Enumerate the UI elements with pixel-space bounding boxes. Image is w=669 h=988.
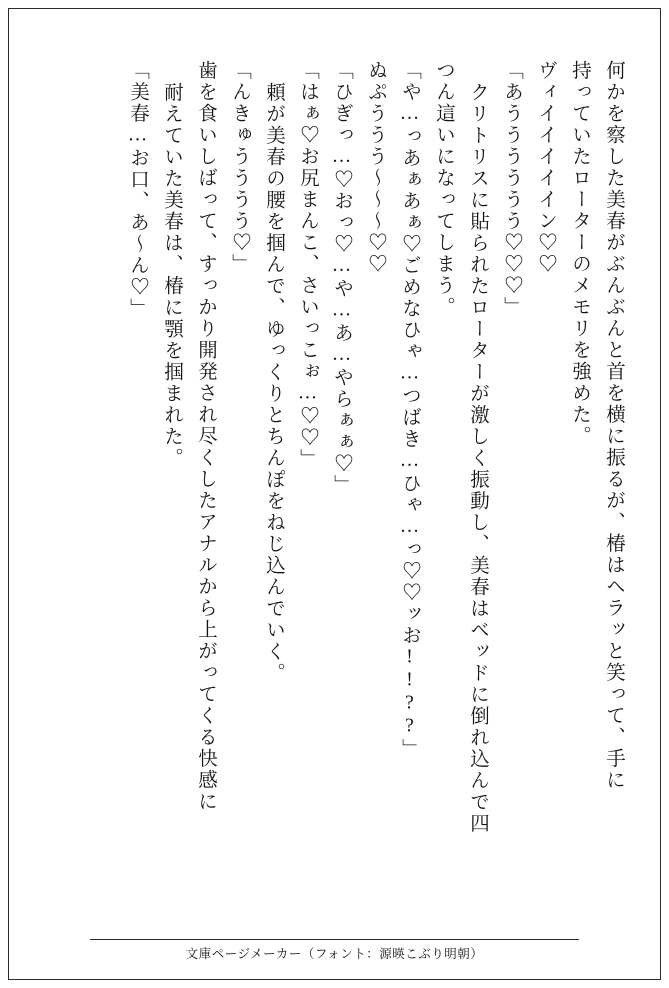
text-line: 「美春…お口、あ〜ん♡」 [127,60,148,320]
text-line: 「はぁ♡お尻まんこ、さいっこぉ…♡♡」 [297,60,318,470]
text-line: 「ひぎっ…♡おっ♡…や…あ…やらぁぁ♡」 [331,60,352,496]
text-line: ぬぷううう〜〜〜♡♡ [365,60,386,275]
text-line: 歯を食いしばって、すっかり開発され尽くしたアナルから上がってくる快感に [195,60,216,813]
text-line: 「や…っあぁあぁ♡ごめなひゃ…つばき…ひゃ…っ♡♡ッお!!??」 [399,60,420,760]
text-line: 頼が美春の腰を掴んで、ゆっくりとちんぽをねじ込んでいく。 [263,82,284,684]
text-line: 耐えていた美春は、椿に顎を掴まれた。 [161,82,182,469]
text-line: クリトリスに貼られたローターが激しく振動し、美春はベッドに倒れ込んで四 [467,82,488,835]
text-line: 「あうううううう♡♡♡」 [501,60,522,318]
text-line: 「んきゅうううう♡」 [229,60,250,275]
text-line: 何かを察した美春がぶんぶんと首を横に振るが、椿はヘラッと笑って、手に [603,60,624,791]
vertical-text-body [40,60,630,870]
footer-divider [90,939,579,940]
text-line: ヴィイイイイイン♡♡ [535,60,556,275]
footer-caption: 文庫ページメーカー（フォント：源暎こぶり明朝） [185,947,484,961]
text-line: つん這いになってしまう。 [433,60,454,318]
text-line: 持っていたローターのメモリを強めた。 [569,60,590,447]
